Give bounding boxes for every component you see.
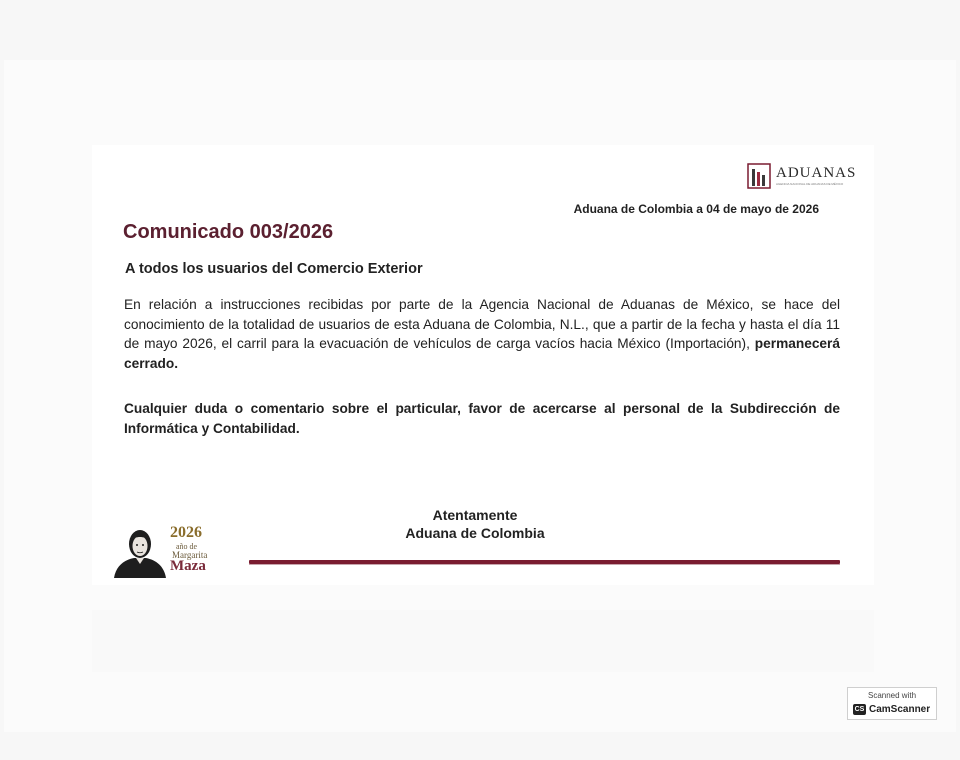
communique-document: [92, 145, 874, 585]
aduanas-logo: [747, 163, 859, 189]
communique-title: Comunicado 003/2026: [123, 221, 334, 243]
footer-rule-shadow: [249, 564, 840, 565]
logo-subtitle: AGENCIA NACIONAL DE ADUANAS DE MÉXICO: [776, 182, 844, 186]
aduanas-emblem-icon: [747, 163, 771, 189]
logo-name: ADUANAS: [776, 165, 857, 181]
emblem-line2: Margarita: [172, 550, 208, 560]
emblem-year: 2026: [170, 524, 202, 541]
signer: Aduana de Colombia: [405, 525, 545, 541]
year-emblem: [112, 518, 217, 578]
body-emphasis: permanecerá cerrado.: [124, 336, 840, 371]
closing-block: [390, 506, 560, 542]
contact-paragraph: Cualquier duda o comentario sobre el particular, favor de acercarse al personal de la Subdirección de Informática y Contabilidad.: [124, 401, 840, 436]
scanned-with-label: Scanned with: [867, 691, 917, 700]
body-text: En relación a instrucciones recibidas por parte de la Agencia Nacional de Aduanas de México, se hace del conocimiento de la totalidad de usuarios de esta Aduana de Colombia, N.L., que a partir de la fecha y hasta el día 11 de mayo 2026, el carril para la evacuación de vehículos de carga vacíos hacia México (Importación),: [124, 297, 840, 351]
emblem-line3: Maza: [170, 558, 206, 574]
camscanner-watermark: [847, 687, 937, 720]
place-and-date: Aduana de Colombia a 04 de mayo de 2026: [573, 202, 819, 216]
camscanner-logo-icon: CS: [854, 706, 865, 713]
faint-bleed-through: [92, 610, 874, 672]
addressee-heading: A todos los usuarios del Comercio Exterior: [125, 261, 423, 277]
camscanner-name: CamScanner: [869, 704, 931, 715]
portrait-icon: [112, 522, 168, 578]
salutation: Atentamente: [432, 507, 518, 523]
emblem-line1: año de: [176, 542, 198, 551]
body-paragraph: [124, 295, 840, 373]
